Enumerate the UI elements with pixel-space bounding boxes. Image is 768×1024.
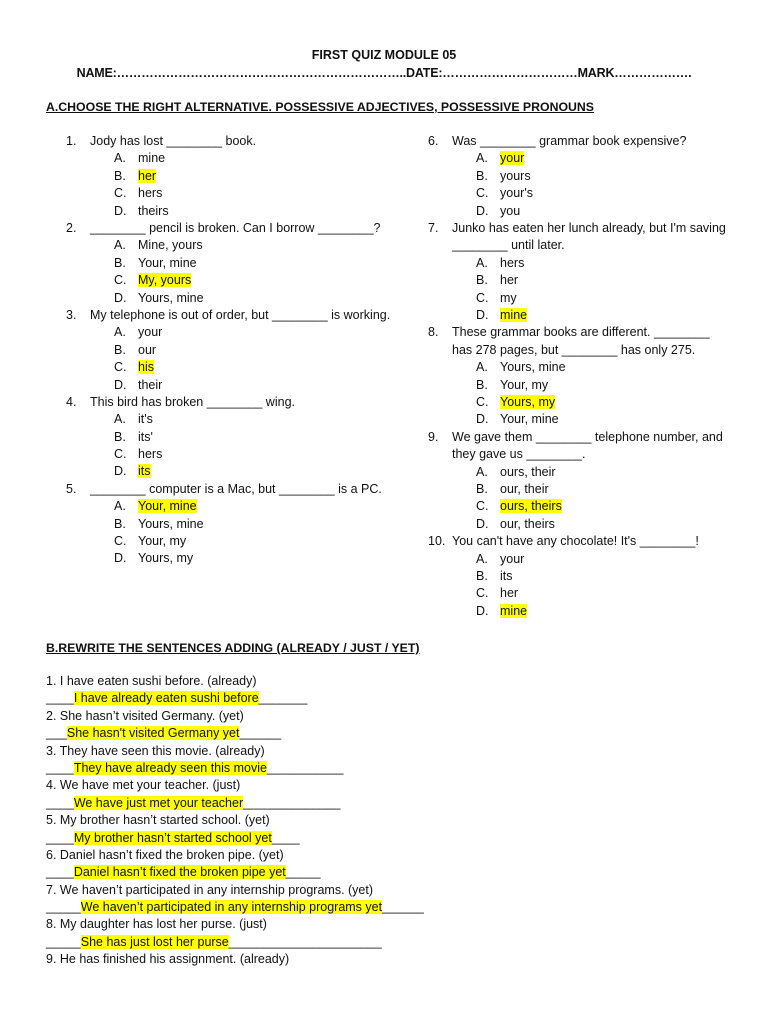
question-number: 10. — [428, 534, 446, 549]
question-number: 1. — [66, 134, 77, 148]
question-text: You can't have any chocolate! It's ________! — [452, 534, 699, 549]
selected-answer: your — [500, 151, 525, 166]
option-list — [452, 359, 728, 429]
option-letter: C. — [114, 360, 127, 375]
option-text: yours — [500, 168, 531, 183]
option-d[interactable] — [90, 203, 396, 220]
answer-text: We haven’t participated in any internship programs yet — [80, 900, 383, 915]
answer-blank-after: ______________ — [243, 795, 341, 810]
option-a[interactable] — [90, 237, 396, 254]
option-d[interactable] — [452, 603, 728, 620]
question-number: 4. — [66, 394, 77, 409]
option-letter: B. — [476, 377, 488, 392]
option-text: hers — [500, 255, 525, 270]
option-text: Yours, mine — [138, 290, 204, 305]
answer-text: We have just met your teacher — [73, 795, 244, 810]
option-letter: C. — [476, 290, 489, 305]
option-letter: A. — [114, 325, 126, 340]
question-3 — [66, 307, 396, 394]
option-text: Mine, yours — [138, 238, 203, 253]
option-d[interactable] — [90, 377, 396, 394]
option-text: their — [138, 377, 163, 392]
option-letter: A. — [476, 551, 488, 566]
option-text: Yours, my — [138, 551, 194, 566]
option-text: her — [500, 586, 519, 601]
question-text: We gave them ________ telephone number, and they gave us ________. — [452, 429, 723, 462]
option-letter: D. — [114, 290, 127, 305]
option-text: theirs — [138, 203, 169, 218]
section-b-heading: B.REWRITE THE SENTENCES ADDING (ALREADY / JUST / YET) — [46, 641, 420, 655]
option-text: Your, mine — [138, 255, 197, 270]
option-c[interactable] — [452, 185, 728, 202]
rewrite-prompt-3: 3. They have seen this movie. (already) — [46, 743, 265, 758]
question-text: Was ________ grammar book expensive? — [452, 134, 687, 148]
option-letter: D. — [476, 307, 489, 322]
option-letter: D. — [114, 377, 127, 392]
option-c[interactable] — [90, 533, 396, 550]
answer-blank-before: ____ — [46, 691, 74, 706]
option-b[interactable] — [90, 429, 396, 446]
rewrite-prompt-4: 4. We have met your teacher. (just) — [46, 778, 241, 793]
option-text: your — [500, 551, 525, 566]
answer-blank-before: ____ — [46, 865, 74, 880]
option-text: Your, my — [500, 377, 549, 392]
question-4 — [66, 394, 396, 481]
question-number: 6. — [428, 134, 439, 148]
option-letter: D. — [114, 551, 127, 566]
option-letter: A. — [114, 499, 126, 514]
selected-answer: mine — [500, 603, 528, 618]
answer-blank-after: ______ — [239, 726, 282, 741]
option-text: Yours, mine — [500, 360, 566, 375]
option-b[interactable] — [90, 516, 396, 533]
rewrite-answer-6[interactable] — [46, 864, 736, 881]
answer-text: She hasn't visited Germany yet — [66, 726, 240, 741]
option-text: our — [138, 342, 157, 357]
option-text: Your, mine — [500, 412, 559, 427]
option-text: it's — [138, 412, 153, 427]
answer-blank-before: _____ — [46, 934, 81, 949]
question-text: This bird has broken ________ wing. — [90, 394, 295, 409]
rewrite-prompt-5: 5. My brother hasn’t started school. (yet) — [46, 813, 270, 828]
question-number: 3. — [66, 307, 77, 322]
option-d[interactable] — [452, 516, 728, 533]
option-letter: B. — [476, 568, 488, 583]
answer-text: I have already eaten sushi before — [73, 691, 259, 706]
rewrite-answer-3[interactable] — [46, 760, 736, 777]
option-b[interactable] — [452, 377, 728, 394]
option-b[interactable] — [90, 342, 396, 359]
rewrite-answer-4[interactable] — [46, 795, 736, 812]
option-c[interactable] — [90, 446, 396, 463]
rewrite-prompt-7: 7. We haven’t participated in any internship programs. (yet) — [46, 882, 374, 897]
option-letter: C. — [476, 186, 489, 201]
answer-blank-after: ______________________ — [228, 934, 382, 949]
option-list — [90, 498, 396, 568]
question-number: 5. — [66, 481, 77, 496]
option-letter: B. — [476, 481, 488, 496]
rewrite-answer-2[interactable] — [46, 725, 736, 742]
option-text: our, their — [500, 481, 549, 496]
option-text: its' — [138, 429, 153, 444]
rewrite-list — [46, 673, 736, 969]
option-d[interactable] — [90, 290, 396, 307]
question-9 — [428, 429, 728, 533]
rewrite-prompt-2: 2. She hasn’t visited Germany. (yet) — [46, 708, 244, 723]
question-6 — [428, 133, 728, 220]
option-d[interactable] — [90, 463, 396, 480]
option-c[interactable] — [90, 185, 396, 202]
question-5 — [66, 481, 396, 568]
selected-answer: her — [138, 168, 157, 183]
selected-answer: mine — [500, 307, 528, 322]
option-letter: B. — [114, 342, 126, 357]
option-text: her — [500, 273, 519, 288]
option-d[interactable] — [90, 550, 396, 567]
questions-left-column — [66, 133, 396, 568]
questions-right-column — [428, 133, 728, 620]
selected-answer: his — [138, 360, 154, 375]
option-c[interactable] — [452, 585, 728, 602]
option-text: mine — [138, 151, 166, 166]
option-letter: C. — [114, 534, 127, 549]
option-b[interactable] — [452, 168, 728, 185]
question-text: ________ pencil is broken. Can I borrow ________? — [90, 220, 381, 235]
option-letter: C. — [476, 499, 489, 514]
option-text: our, theirs — [500, 516, 555, 531]
answer-text: My brother hasn’t started school yet — [73, 830, 272, 845]
option-a[interactable] — [90, 411, 396, 428]
option-letter: C. — [476, 586, 489, 601]
option-c[interactable] — [90, 272, 396, 289]
option-letter: D. — [114, 464, 127, 479]
answer-blank-before: ____ — [46, 830, 74, 845]
answer-blank-before: ___ — [46, 726, 67, 741]
option-d[interactable] — [452, 307, 728, 324]
option-letter: D. — [476, 603, 489, 618]
option-list — [452, 464, 728, 534]
rewrite-prompt-8: 8. My daughter has lost her purse. (just) — [46, 917, 267, 932]
option-letter: B. — [114, 516, 126, 531]
question-2 — [66, 220, 396, 307]
rewrite-prompt-9: 9. He has finished his assignment. (already) — [46, 952, 290, 967]
answer-blank-after: _______ — [258, 691, 308, 706]
option-letter: D. — [476, 203, 489, 218]
option-c[interactable] — [452, 498, 728, 515]
question-10 — [428, 533, 728, 620]
option-d[interactable] — [452, 411, 728, 428]
option-letter: B. — [114, 255, 126, 270]
question-8 — [428, 324, 728, 428]
question-text: My telephone is out of order, but ________ is working. — [90, 307, 391, 322]
option-b[interactable] — [452, 568, 728, 585]
option-a[interactable] — [90, 324, 396, 341]
option-letter: A. — [114, 412, 126, 427]
option-letter: A. — [114, 151, 126, 166]
option-text: my — [500, 290, 517, 305]
option-text: Yours, mine — [138, 516, 204, 531]
option-c[interactable] — [452, 394, 728, 411]
option-text: ours, their — [500, 464, 556, 479]
option-letter: C. — [114, 186, 127, 201]
option-text: hers — [138, 186, 163, 201]
option-list — [90, 324, 396, 394]
answer-blank-before: ____ — [46, 795, 74, 810]
rewrite-answer-5[interactable] — [46, 830, 736, 847]
option-b[interactable] — [90, 168, 396, 185]
option-list — [90, 150, 396, 220]
question-7 — [428, 220, 728, 324]
option-a[interactable] — [452, 255, 728, 272]
answer-blank-after: ___________ — [266, 760, 344, 775]
option-list — [452, 551, 728, 621]
option-a[interactable] — [452, 464, 728, 481]
option-letter: B. — [476, 273, 488, 288]
option-b[interactable] — [452, 272, 728, 289]
option-list — [452, 150, 728, 220]
rewrite-answer-8[interactable] — [46, 934, 736, 951]
answer-text: She has just lost her purse — [80, 934, 229, 949]
option-text: your — [138, 325, 163, 340]
question-text: These grammar books are different. ________ has 278 pages, but ________ has only 275. — [452, 325, 710, 357]
option-d[interactable] — [452, 203, 728, 220]
selected-answer: ours, theirs — [500, 499, 562, 514]
option-letter: B. — [114, 168, 126, 183]
question-number: 7. — [428, 220, 439, 235]
question-text: ________ computer is a Mac, but ________ is a PC. — [90, 481, 382, 496]
option-letter: D. — [114, 203, 127, 218]
answer-blank-before: _____ — [46, 900, 81, 915]
option-letter: B. — [114, 429, 126, 444]
option-text: you — [500, 203, 521, 218]
option-letter: B. — [476, 168, 488, 183]
option-letter: A. — [476, 151, 488, 166]
answer-blank-after: ______ — [382, 900, 424, 915]
selected-answer: My, yours — [138, 273, 192, 288]
section-a-heading: A.CHOOSE THE RIGHT ALTERNATIVE. POSSESSIVE ADJECTIVES, POSSESSIVE PRONOUNS — [46, 100, 594, 114]
option-letter: A. — [476, 360, 488, 375]
answer-blank-after: ____ — [271, 830, 300, 845]
quiz-title: FIRST QUIZ MODULE 05 — [311, 48, 457, 62]
question-number: 9. — [428, 429, 439, 444]
option-list — [452, 255, 728, 325]
answer-text: Daniel hasn’t fixed the broken pipe yet — [73, 865, 286, 880]
option-a[interactable] — [90, 150, 396, 167]
option-text: hers — [138, 447, 163, 462]
rewrite-prompt-6: 6. Daniel hasn’t fixed the broken pipe. (yet) — [46, 847, 284, 862]
question-number: 2. — [66, 220, 77, 235]
option-c[interactable] — [90, 359, 396, 376]
option-letter: C. — [114, 447, 127, 462]
option-list — [90, 411, 396, 481]
selected-answer: Yours, my — [500, 394, 556, 409]
name-date-mark-line: NAME:……………………………………………………………..DATE:……………………………MARK………………. — [76, 66, 692, 80]
option-a[interactable] — [452, 359, 728, 376]
question-text: Jody has lost ________ book. — [90, 134, 257, 148]
answer-blank-after: _____ — [285, 865, 321, 880]
option-a[interactable] — [90, 498, 396, 515]
rewrite-answer-7[interactable] — [46, 899, 736, 916]
option-c[interactable] — [452, 290, 728, 307]
rewrite-prompt-1: 1. I have eaten sushi before. (already) — [46, 674, 257, 688]
option-a[interactable] — [452, 551, 728, 568]
rewrite-answer-1[interactable] — [46, 690, 736, 707]
selected-answer: its — [138, 464, 151, 479]
option-letter: A. — [114, 238, 126, 253]
option-letter: C. — [476, 394, 489, 409]
option-text: its — [500, 568, 513, 583]
question-1 — [66, 133, 396, 220]
option-letter: D. — [476, 516, 489, 531]
option-letter: A. — [476, 464, 488, 479]
option-text: Your, my — [138, 534, 187, 549]
option-letter: D. — [476, 412, 489, 427]
question-number: 8. — [428, 325, 439, 340]
answer-blank-before: ____ — [46, 760, 74, 775]
option-letter: C. — [114, 273, 127, 288]
option-a[interactable] — [452, 150, 728, 167]
option-b[interactable] — [452, 481, 728, 498]
option-text: your's — [500, 186, 533, 201]
option-list — [90, 237, 396, 307]
question-text: Junko has eaten her lunch already, but I'm saving ________ until later. — [452, 220, 726, 253]
selected-answer: Your, mine — [138, 499, 197, 514]
option-letter: A. — [476, 255, 488, 270]
option-b[interactable] — [90, 255, 396, 272]
answer-text: They have already seen this movie — [73, 760, 267, 775]
